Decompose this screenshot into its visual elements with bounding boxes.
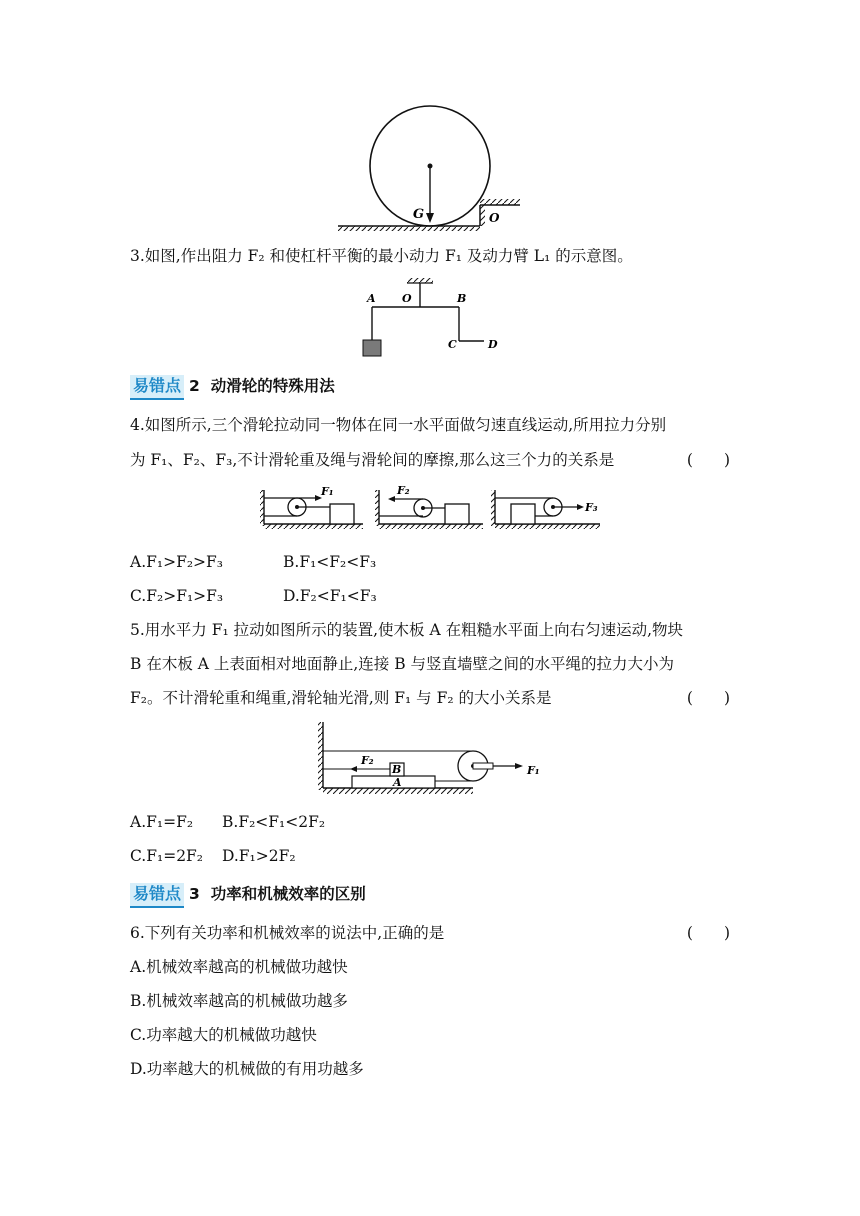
question-6-line-1 — [130, 923, 730, 943]
lever-label-c: C — [448, 338, 457, 351]
q6-option-c: C.功率越大的机械做功越快 — [130, 1026, 317, 1044]
lever-label-d: D — [488, 338, 498, 351]
q5-option-d: D.F₁>2F₂ — [222, 847, 296, 865]
pulley-force-f1: F₁ — [321, 485, 334, 498]
question-5-line-3 — [130, 688, 730, 708]
pulley-force-f2: F₂ — [397, 484, 410, 497]
section-heading-3 — [130, 883, 366, 908]
q6-option-d: D.功率越大的机械做的有用功越多 — [130, 1060, 364, 1078]
section-title: 动滑轮的特殊用法 — [210, 377, 335, 395]
question-5-line-3-text: F₂。不计滑轮重和绳重,滑轮轴光滑,则 F₁ 与 F₂ 的大小关系是 — [130, 689, 552, 707]
section-number: 2 — [188, 377, 200, 395]
section-tag: 易错点 — [130, 883, 184, 908]
q4-option-c: C.F₂>F₁>F₃ — [130, 587, 224, 605]
section-number: 3 — [188, 885, 200, 903]
q4-option-b: B.F₁<F₂<F₃ — [283, 553, 377, 571]
board-block-figure — [315, 722, 550, 800]
question-4-line-2-text: 为 F₁、F₂、F₃,不计滑轮重及绳与滑轮间的摩擦,那么这三个力的关系是 — [130, 451, 615, 469]
section-tag: 易错点 — [130, 375, 184, 400]
pulley-force-f3: F₃ — [585, 501, 598, 514]
section-title: 功率和机械效率的区别 — [210, 885, 366, 903]
question-6-text: 6.下列有关功率和机械效率的说法中,正确的是 — [130, 924, 445, 942]
block-label-b: B — [392, 763, 402, 776]
gravity-label: G — [413, 207, 425, 222]
answer-parentheses: ( ) — [686, 689, 730, 707]
wheel-step-figure — [330, 95, 530, 240]
question-4-line-2 — [130, 450, 730, 470]
q5-option-b: B.F₂<F₁<2F₂ — [222, 813, 326, 831]
answer-parentheses: ( ) — [686, 451, 730, 469]
question-3: 3.如图,作出阻力 F₂ 和使杠杆平衡的最小动力 F₁ 及动力臂 L₁ 的示意图。 — [130, 247, 633, 265]
lever-label-a: A — [367, 292, 376, 305]
q4-option-a: A.F₁>F₂>F₃ — [130, 553, 223, 571]
q6-option-a: A.机械效率越高的机械做功越快 — [130, 958, 348, 976]
q4-option-d: D.F₂<F₁<F₃ — [283, 587, 377, 605]
lever-label-b: B — [457, 292, 467, 305]
question-5-line-1: 5.用水平力 F₁ 拉动如图所示的装置,使木板 A 在粗糙水平面上向右匀速运动,物块 — [130, 621, 684, 639]
pivot-label: O — [489, 211, 500, 225]
board-force-f2: F₂ — [361, 754, 374, 767]
answer-parentheses: ( ) — [686, 924, 730, 942]
lever-label-o: O — [402, 292, 412, 305]
hanging-weight — [363, 340, 381, 356]
q5-option-c: C.F₁=2F₂ — [130, 847, 204, 865]
board-force-f1: F₁ — [527, 764, 540, 777]
q5-option-a: A.F₁=F₂ — [130, 813, 194, 831]
lever-figure — [360, 276, 510, 361]
board-label-a: A — [393, 776, 402, 789]
question-5-line-2: B 在木板 A 上表面相对地面静止,连接 B 与竖直墙壁之间的水平绳的拉力大小为 — [130, 655, 675, 673]
question-4-line-1: 4.如图所示,三个滑轮拉动同一物体在同一水平面做匀速直线运动,所用拉力分别 — [130, 416, 667, 434]
section-heading-2 — [130, 375, 335, 400]
q6-option-b: B.机械效率越高的机械做功越多 — [130, 992, 348, 1010]
three-pulleys-figure — [255, 480, 605, 535]
